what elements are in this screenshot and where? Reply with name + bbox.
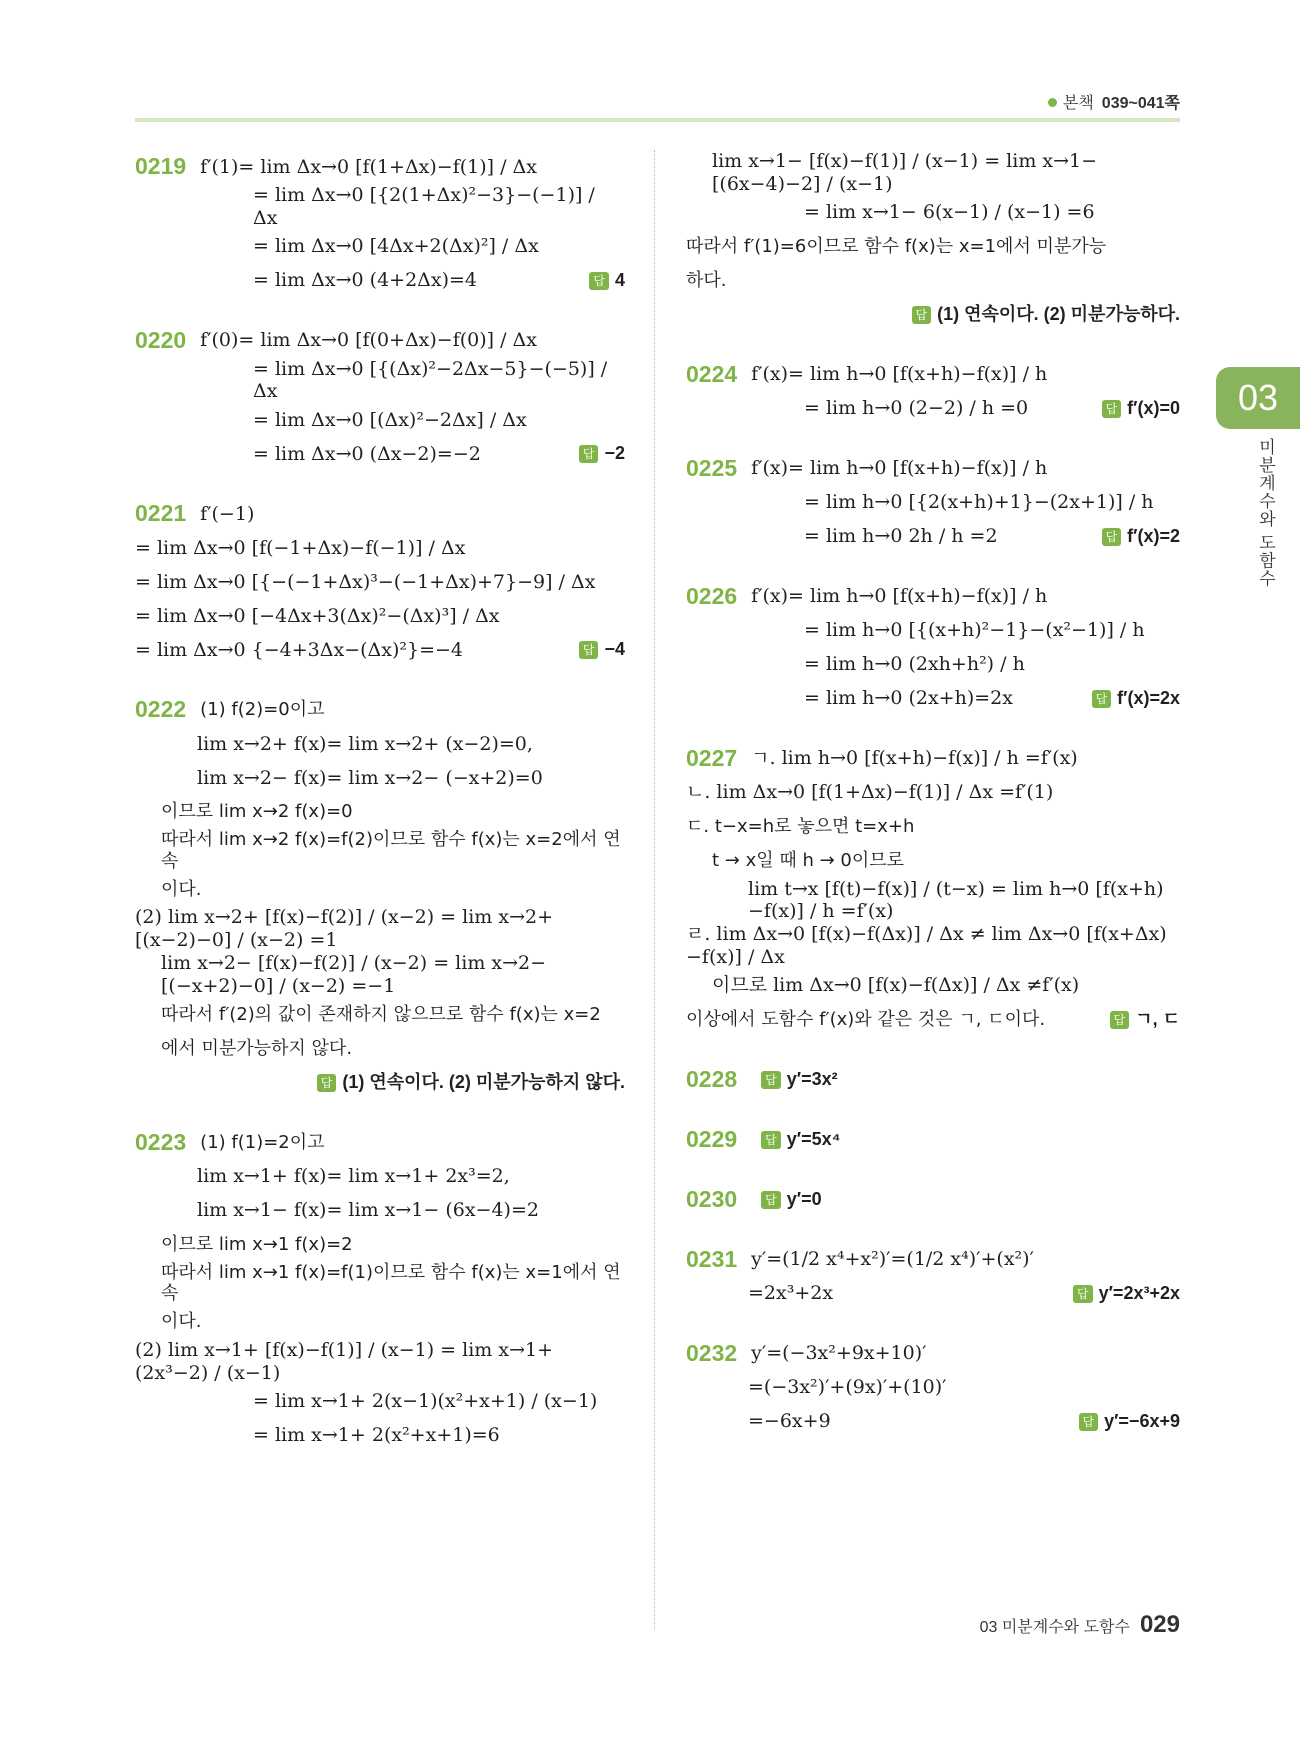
solution-line: ㄴ. lim Δx→0 [f(1+Δx)−f(1)] / Δx =f′(1) [686,781,1054,804]
solution-line: y′=(1/2 x⁴+x²)′=(1/2 x⁴)′+(x²)′ [751,1248,1034,1271]
solution-line: lim x→1+ f(x)= lim x→1+ 2x³=2, [197,1165,510,1188]
problem-number: 0231 [686,1245,738,1272]
solution-line: =(−3x²)′+(9x)′+(10)′ [748,1376,947,1399]
solution-line: 따라서 f′(1)=6이므로 함수 f(x)는 x=1에서 미분가능 [686,235,1107,257]
solution-line: =2x³+2x [748,1282,834,1305]
answer-mark: 답 [1092,690,1112,708]
solution-line: lim x→2− [f(x)−f(2)] / (x−2) = lim x→2− [(−x+2)−0] / (x−2) =−1 [161,951,547,997]
answer-mark: 답 [761,1191,781,1209]
solution-line: 이므로 lim Δx→0 [f(x)−f(Δx)] / Δx ≠f′(x) [712,974,1080,997]
answer-badge [912,304,1180,326]
solution-line: f′(x)= lim h→0 [f(x+h)−f(x)] / h [751,363,1048,386]
solution-line: (2) lim x→2+ [f(x)−f(2)] / (x−2) = lim x→2+ [(x−2)−0] / (x−2) =1 [135,906,553,952]
answer-text: y′=3x² [786,1068,838,1089]
answer-text: f′(x)=2 [1127,525,1180,546]
problem-number: 0222 [135,696,187,723]
answer-badge [1102,398,1180,420]
solution-line: t → x일 때 h → 0이므로 [712,849,905,871]
problem-number: 0227 [686,744,738,771]
answer-mark: 답 [579,445,599,463]
answer-mark: 답 [1110,1011,1130,1029]
answer-mark: 답 [1102,400,1122,418]
problem-number: 0224 [686,360,738,387]
answer-mark: 답 [1073,1285,1093,1303]
answer-badge [1092,688,1180,710]
answer-text: −2 [604,443,625,464]
problem-number: 0223 [135,1128,187,1155]
solution-line: 따라서 f′(2)의 값이 존재하지 않으므로 함수 f(x)는 x=2 [161,1003,601,1025]
solution-line: = lim Δx→0 [{(Δx)²−2Δx−5}−(−5)] / Δx [253,357,608,403]
answer-badge [761,1069,837,1091]
solution-line: = lim Δx→0 (4+2Δx)=4 [253,269,478,292]
answer-mark: 답 [761,1131,781,1149]
problem-0228 [686,1063,1180,1097]
answer-badge [317,1072,625,1094]
problem-0227 [686,742,1180,1037]
problem-number: 0226 [686,582,738,609]
answer-text: ㄱ, ㄷ [1135,1008,1180,1029]
problem-number: 0232 [686,1339,738,1366]
solution-line: = lim h→0 [{(x+h)²−1}−(x²−1)] / h [804,619,1145,642]
solution-line: f′(0)= lim Δx→0 [f(0+Δx)−f(0)] / Δx [200,329,537,352]
answer-badge [1102,526,1180,548]
problem-number: 0225 [686,454,738,481]
book-label: 본책 [1062,95,1094,112]
problem-number: 0229 [686,1125,738,1152]
problem-0231 [686,1243,1180,1311]
problem-0222 [135,693,625,1099]
solution-line: = lim h→0 (2−2) / h =0 [804,397,1029,420]
solution-line: 하다. [686,269,727,291]
problem-0221 [135,497,625,667]
solution-line: lim x→1− f(x)= lim x→1− (6x−4)=2 [197,1199,539,1222]
solution-line: 이다. [161,878,202,900]
solution-line: = lim Δx→0 [f(−1+Δx)−f(−1)] / Δx [135,536,466,559]
answer-mark: 답 [589,272,609,290]
answer-badge [1079,1411,1181,1433]
solution-line: = lim h→0 (2x+h)=2x [804,687,1013,710]
problem-0223 [135,1126,625,1453]
solution-line: 이므로 lim x→2 f(x)=0 [161,801,353,823]
solution-line: = lim Δx→0 [4Δx+2(Δx)²] / Δx [253,235,539,258]
problem-0219 [135,150,625,298]
page-header [1048,90,1180,113]
solution-line: (1) f(1)=2이고 [200,1131,325,1153]
solution-line: = lim Δx→0 {−4+3Δx−(Δx)²}=−4 [135,638,464,661]
answer-badge [589,270,625,292]
page-number: 029 [1139,1611,1180,1638]
answer-text: y′=2x³+2x [1098,1282,1180,1303]
problem-number: 0221 [135,500,187,527]
solution-line: = lim Δx→0 (Δx−2)=−2 [253,442,481,465]
chapter-tab: 03 [1216,367,1300,429]
solution-line: = lim h→0 (2xh+h²) / h [804,653,1025,676]
answer-badge [1073,1283,1180,1305]
chapter-tab-title: 미분계수와 도함수 [1256,438,1275,588]
answer-badge [579,639,625,661]
answer-text: y′=−6x+9 [1104,1410,1180,1431]
solution-line: = lim x→1− 6(x−1) / (x−1) =6 [804,201,1095,224]
solution-line: = lim x→1+ 2(x−1)(x²+x+1) / (x−1) [253,1389,598,1412]
solution-line: f′(1)= lim Δx→0 [f(1+Δx)−f(1)] / Δx [200,155,537,178]
problem-0229 [686,1123,1180,1157]
right-column [686,150,1180,1465]
problem-0223-continued [686,150,1180,332]
header-rule [135,118,1180,122]
answer-text: −4 [604,639,625,660]
solution-line: = lim Δx→0 [(Δx)²−2Δx] / Δx [253,408,527,431]
answer-text: (1) 연속이다. (2) 미분가능하지 않다. [342,1071,625,1092]
answer-mark: 답 [317,1074,337,1092]
problem-0225 [686,452,1180,554]
problem-0230 [686,1183,1180,1217]
problem-number: 0230 [686,1185,738,1212]
solution-line: 이므로 lim x→1 f(x)=2 [161,1233,353,1255]
column-divider [654,150,655,1630]
left-column [135,150,625,1478]
solution-line: ㄹ. lim Δx→0 [f(x)−f(Δx)] / Δx ≠ lim Δx→0 [f(x+Δx)−f(x)] / Δx [686,923,1167,968]
problem-number: 0228 [686,1065,738,1092]
answer-mark: 답 [761,1071,781,1089]
answer-badge [1110,1009,1180,1031]
answer-text: f′(x)=2x [1117,687,1180,708]
solution-line: = lim Δx→0 [{−(−1+Δx)³−(−1+Δx)+7}−9] / Δx [135,570,596,593]
problem-number: 0220 [135,326,187,353]
solution-line: = lim h→0 2h / h =2 [804,525,998,548]
answer-mark: 답 [1102,528,1122,546]
solution-line: y′=(−3x²+9x+10)′ [751,1342,927,1365]
solution-line: = lim Δx→0 [−4Δx+3(Δx)²−(Δx)³] / Δx [135,604,500,627]
answer-badge [761,1129,840,1151]
footer-chapter: 03 미분계수와 도함수 [979,1619,1130,1636]
problem-0232 [686,1337,1180,1439]
problem-0226 [686,580,1180,716]
answer-text: y′=0 [786,1188,822,1209]
solution-line: 따라서 lim x→2 f(x)=f(2)이므로 함수 f(x)는 x=2에서 연속 [161,829,621,872]
problem-0224 [686,358,1180,426]
solution-line: lim x→2− f(x)= lim x→2− (−x+2)=0 [197,766,543,789]
solution-line: = lim h→0 [{2(x+h)+1}−(2x+1)] / h [804,491,1154,514]
answer-text: 4 [614,269,625,290]
solution-line: ㄷ. t−x=h로 놓으면 t=x+h [686,815,915,837]
answer-mark: 답 [1079,1413,1099,1431]
problem-0220 [135,324,625,472]
solution-line: lim x→2+ f(x)= lim x→2+ (x−2)=0, [197,732,533,755]
solution-line: (2) lim x→1+ [f(x)−f(1)] / (x−1) = lim x→1+ (2x³−2) / (x−1) [135,1338,553,1384]
answer-badge [761,1189,821,1211]
bullet-dot-icon [1048,98,1057,107]
solution-line: f′(x)= lim h→0 [f(x+h)−f(x)] / h [751,585,1048,608]
solution-line: = lim Δx→0 [{2(1+Δx)²−3}−(−1)] / Δx [253,184,595,229]
solution-line: 이다. [161,1310,202,1332]
answer-mark: 답 [912,306,932,324]
problem-number: 0219 [135,153,187,180]
solution-line: 따라서 lim x→1 f(x)=f(1)이므로 함수 f(x)는 x=1에서 연속 [161,1261,621,1305]
solution-line: (1) f(2)=0이고 [200,699,325,721]
answer-mark: 답 [579,641,599,659]
solution-line: 에서 미분가능하지 않다. [161,1037,353,1059]
solution-line: lim t→x [f(t)−f(x)] / (t−x) = lim h→0 [f(x+h)−f(x)] / h =f′(x) [748,877,1164,923]
solution-line: f′(−1) [200,502,255,525]
answer-text: y′=5x⁴ [786,1128,841,1149]
solution-line: lim x→1− [f(x)−f(1)] / (x−1) = lim x→1− [(6x−4)−2] / (x−1) [712,150,1098,195]
solution-line: =−6x+9 [748,1410,831,1433]
solution-line: f′(x)= lim h→0 [f(x+h)−f(x)] / h [751,457,1048,480]
page-range: 039~041쪽 [1101,95,1180,112]
solution-line: = lim x→1+ 2(x²+x+1)=6 [253,1423,500,1446]
solution-line: ㄱ. lim h→0 [f(x+h)−f(x)] / h =f′(x) [751,747,1078,770]
answer-badge [579,443,625,465]
answer-text: f′(x)=0 [1127,397,1180,418]
solution-line: 이상에서 도함수 f′(x)와 같은 것은 ㄱ, ㄷ이다. [686,1008,1046,1030]
page-footer [980,1611,1180,1639]
answer-text: (1) 연속이다. (2) 미분가능하다. [937,303,1180,324]
